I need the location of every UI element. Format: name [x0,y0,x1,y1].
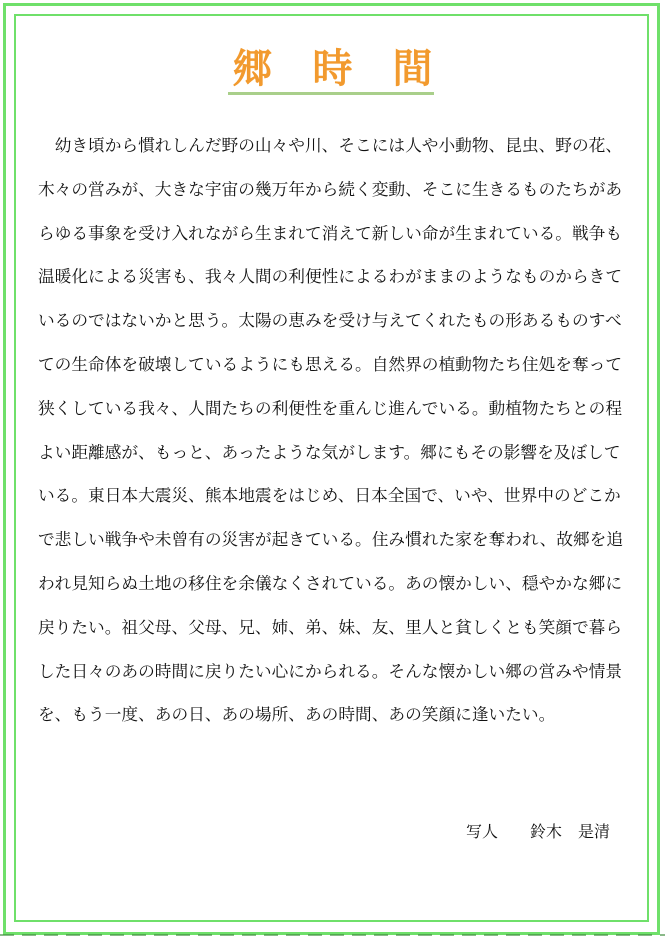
document-title: 郷時間 [232,46,473,92]
title-underline [228,92,434,95]
essay-body: 幼き頃から慣れしんだ野の山々や川、そこには人や小動物、昆虫、野の花、木々の営みが、大きな宇宙の幾万年から続く変動、そこに生きるものたちがあらゆる事象を受け入れながら生まれて消えて新しい命が生まれている。戦争も温暖化による災害も、我々人間の利便性によるわがままのようなものからきているのではないかと思う。太陽の恵みを受け与えてくれたもの形あるものすべての生命体を破壊しているようにも思える。自然界の植動物たち住処を奪って狭くしている我々、人間たちの利便性を重んじ進んでいる。動植物たちとの程よい距離感が、もっと、あったような気がします。郷にもその影響を及ぼしている。東日本大震災、熊本地震をはじめ、日本全国で、いや、世界中のどこかで悲しい戦争や未曾有の災害が起きている。住み慣れた家を奪われ、故郷を追われ見知らぬ土地の移住を余儀なくされている。あの懐かしい、穏やかな郷に戻りたい。祖父母、父母、兄、姉、弟、妹、友、里人と貧しくとも笑顔で暮らした日々のあの時間に戻りたい心にかられる。そんな懐かしい郷の営みや情景を、もう一度、あの日、あの場所、あの時間、あの笑顔に逢いたい。 [38,135,624,725]
bottom-edge-line [0,934,665,936]
author-signature: 写人 鈴木 是清 [466,822,611,841]
